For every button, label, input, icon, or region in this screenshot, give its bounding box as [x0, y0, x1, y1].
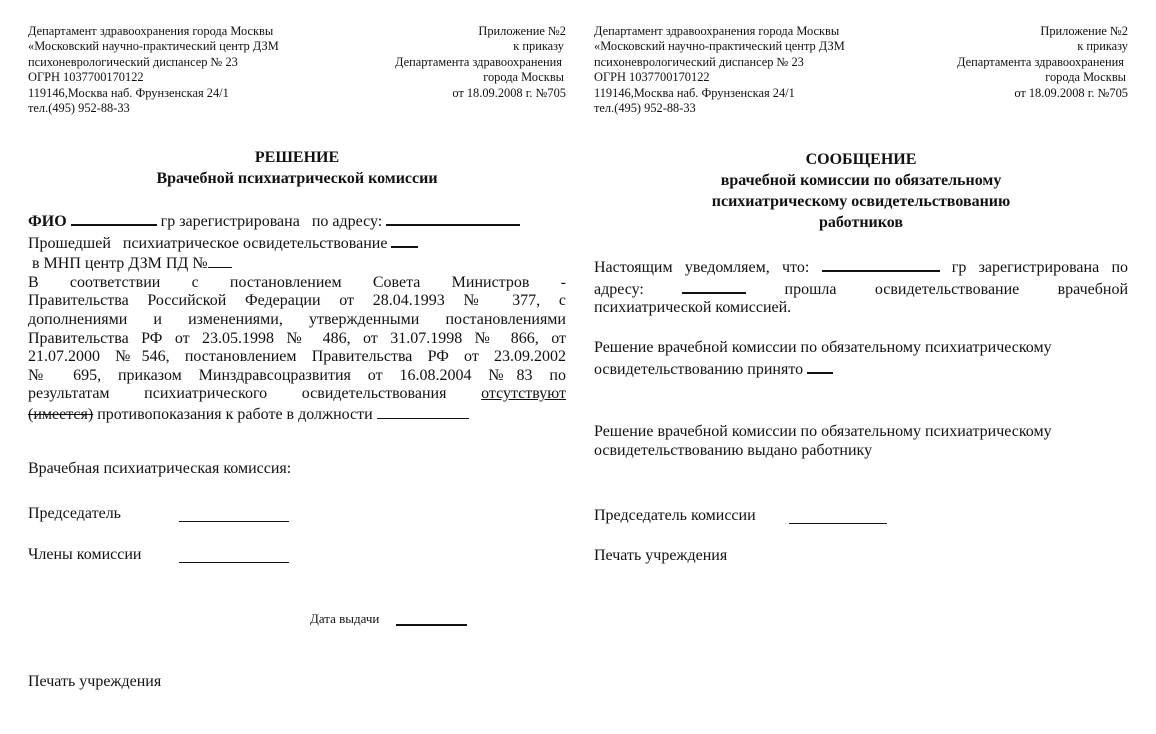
decision-issued-line: освидетельствованию выдано работнику	[594, 441, 873, 459]
institution-header	[28, 24, 279, 116]
chairman-signature-field[interactable]	[179, 506, 289, 522]
decision-issued	[594, 423, 1128, 460]
header-line: ОГРН 1037700170122	[28, 70, 144, 85]
exam-text: освидетельствование врачебной	[874, 280, 1129, 298]
decision-body	[28, 210, 566, 425]
header-line: к приказу	[513, 39, 564, 54]
header-line: Департамент здравоохранения города Москвы	[594, 24, 840, 38]
center-number-field[interactable]	[208, 253, 232, 268]
decision-accepted-line: Решение врачебной комиссии по обязательному психиатрическому	[594, 339, 1052, 356]
members-label: Члены комиссии	[28, 546, 142, 563]
title: СООБЩЕНИЕ	[805, 151, 917, 168]
header-line: тел.(495) 952-88-33	[28, 101, 130, 116]
fio-field[interactable]	[71, 210, 157, 226]
passed-text: прошла	[784, 280, 837, 298]
address-field[interactable]	[386, 210, 520, 226]
subtitle: Врачебной психиатрической комиссии	[156, 170, 438, 187]
header-line: ОГРН 1037700170122	[594, 70, 710, 85]
results-text: результатам психиатрического освидетельствования	[28, 385, 447, 403]
address-label: адресу:	[594, 280, 644, 298]
decision-accepted	[594, 339, 1128, 379]
header-line: Департамента здравоохранения	[395, 54, 562, 69]
notification-body	[594, 256, 1128, 318]
header-line: «Московский научно-практический центр ДЗМ	[28, 39, 279, 54]
notify-text: Настоящим уведомляем, что:	[594, 259, 810, 276]
header-line: к приказу	[1077, 39, 1128, 54]
appendix-header	[957, 24, 1128, 101]
header-line: тел.(495) 952-88-33	[594, 101, 696, 116]
subtitle-line: психиатрическому освидетельствованию	[711, 193, 1011, 210]
header-line: города Москвы	[1045, 70, 1126, 85]
paragraph-line: дополнениями и изменениями, утвержденными постановлениями	[28, 310, 566, 328]
commission-label: Врачебная психиатрическая комиссия:	[28, 460, 292, 477]
header-line: 119146,Москва наб. Фрунзенская 24/1	[594, 85, 795, 100]
appendix-header	[395, 24, 566, 101]
header-line: психоневрологический диспансер № 23	[594, 54, 804, 69]
exam-date-field[interactable]	[391, 232, 418, 248]
paragraph-line: 21.07.2000 №546, постановлением Правительства РФ от 23.09.2002	[28, 348, 566, 366]
name-field[interactable]	[822, 256, 940, 272]
header-line: Департамент здравоохранения города Москвы	[28, 24, 274, 38]
issue-date-label: Дата выдачи	[310, 611, 380, 626]
decision-issued-line: Решение врачебной комиссии по обязательному психиатрическому	[594, 423, 1052, 440]
center-line	[28, 253, 566, 274]
paragraph-line: № 695, приказом Минздравсоцразвития от 16.08.2004 №83 по	[28, 366, 566, 384]
issue-date-field[interactable]	[396, 609, 467, 626]
subtitle-line: врачебной комиссии по обязательному	[720, 172, 1002, 189]
notify-line	[594, 256, 1128, 278]
passed-line	[28, 232, 566, 254]
stamp-label: Печать учреждения	[594, 547, 728, 564]
registered-text: гр зарегистрирована по	[951, 259, 1128, 276]
title: РЕШЕНИЕ	[254, 149, 340, 166]
header-line: Департамента здравоохранения	[957, 54, 1124, 69]
passed-text: Прошедшей психиатрическое освидетельствование	[28, 234, 388, 252]
absent-option: отсутствуют	[481, 385, 566, 403]
document-title	[594, 149, 1128, 233]
decision-accepted-text: освидетельствованию принято	[594, 360, 804, 378]
decision-field[interactable]	[807, 358, 833, 374]
chairman-label: Председатель комиссии	[594, 507, 756, 524]
chairman-signature-field[interactable]	[789, 508, 887, 524]
header-line: психоневрологический диспансер № 23	[28, 54, 238, 69]
commission-text: психиатрической комиссией.	[594, 299, 792, 317]
decision-accepted-line	[594, 358, 1128, 380]
center-text: в МНП центр ДЗМ ПД №	[32, 255, 208, 273]
contraindication-line	[28, 404, 566, 425]
paragraph-line: Правительства РФ от 23.05.1998 № 486, от 31.07.1998 № 866, от	[28, 329, 566, 347]
paragraph-line: В соответствии с постановлением Совета Министров -	[28, 273, 566, 291]
fio-line	[28, 210, 566, 232]
header-line: 119146,Москва наб. Фрунзенская 24/1	[28, 85, 229, 100]
fio-label: ФИО	[28, 213, 67, 230]
registered-text: гр зарегистрирована по адресу:	[160, 213, 383, 230]
position-field[interactable]	[377, 404, 469, 419]
present-option-struck: (имеется)	[28, 405, 94, 423]
results-line	[28, 385, 566, 404]
subtitle-line: работников	[818, 214, 904, 231]
header-line: города Москвы	[483, 70, 564, 85]
address-line	[594, 278, 1128, 300]
address-field[interactable]	[682, 278, 746, 294]
header-line: Приложение №2	[478, 24, 566, 38]
header-line: от 18.09.2008 г. №705	[1014, 85, 1128, 100]
document-title	[28, 147, 566, 189]
paragraph-line: Правительства Российской Федерации от 28.04.1993 № 377, с	[28, 292, 566, 310]
contra-text: противопоказания к работе в должности	[97, 405, 373, 423]
institution-header	[594, 24, 845, 116]
header-line: «Московский научно-практический центр ДЗМ	[594, 39, 845, 54]
header-line: от 18.09.2008 г. №705	[452, 85, 566, 100]
header-line: Приложение №2	[1040, 24, 1128, 38]
members-signature-field[interactable]	[179, 547, 289, 563]
stamp-label: Печать учреждения	[28, 673, 162, 690]
chairman-label: Председатель	[28, 505, 121, 522]
